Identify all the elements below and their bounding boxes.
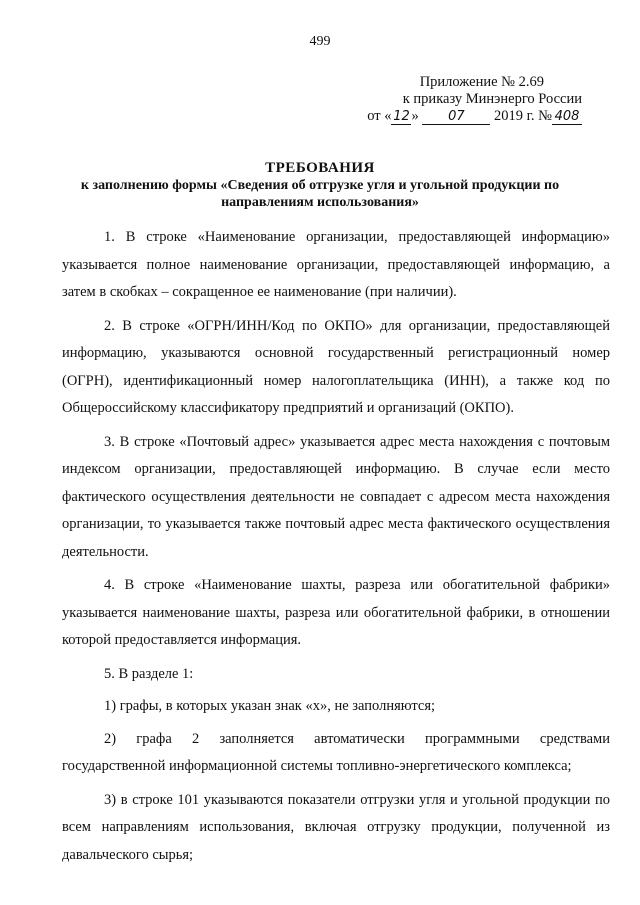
date-prefix: от « bbox=[367, 108, 392, 124]
document-subtitle-line-1: к заполнению формы «Сведения об отгрузке угля и угольной продукции по bbox=[80, 178, 560, 193]
list-item-3: 3) в строке 101 указываются показатели отгрузки угля и угольной продукции по всем направлениям использования, включая отгрузку продукции, полученной из давальческого сырья; bbox=[62, 791, 610, 863]
appendix-order-ref: к приказу Минэнерго России bbox=[402, 91, 582, 107]
document-title-block bbox=[40, 160, 600, 211]
document-title: ТРЕБОВАНИЯ bbox=[265, 160, 375, 176]
document-subtitle-line-2: направлениям использования» bbox=[221, 195, 419, 210]
date-month: 07 bbox=[422, 110, 490, 125]
appendix-title: Приложение № 2.69 bbox=[419, 74, 544, 90]
list-item-2: 2) графа 2 заполняется автоматически программными средствами государственной информационной системы топливно-энергетического комплекса; bbox=[62, 730, 610, 774]
date-year: 2019 г. № bbox=[493, 108, 552, 124]
paragraph-4: 4. В строке «Наименование шахты, разреза или обогатительной фабрики» указывается наименование шахты, разреза или обогатительной фабрики, в отношении которой предоставляется информация. bbox=[62, 577, 610, 648]
appendix-header bbox=[367, 74, 582, 125]
date-day-suffix: » bbox=[411, 108, 419, 124]
order-number: 408 bbox=[552, 110, 582, 125]
appendix-date-line bbox=[367, 108, 582, 125]
paragraph-1: 1. В строке «Наименование организации, предоставляющей информацию» указывается полное наименование организации, предоставляющей информацию, а затем в скобках – сокращенное ее наименование (при наличии). bbox=[62, 229, 610, 300]
page-number: 499 bbox=[309, 34, 331, 49]
paragraph-2: 2. В строке «ОГРН/ИНН/Код по ОКПО» для организации, предоставляющей информацию, указываются основной государственный регистрационный номер (ОГРН), идентификационный номер налогоплательщика (ИНН), а также код по Общероссийскому классификатору предприятий и организаций (ОКПО). bbox=[62, 317, 610, 416]
list-item-1: 1) графы, в которых указан знак «х», не заполняются; bbox=[104, 698, 436, 714]
paragraph-3: 3. В строке «Почтовый адрес» указывается адрес места нахождения с почтовым индексом организации, предоставляющей информацию. В случае если место фактического осуществления деятельности не совпадает с адресом места нахождения организации, то указывается также почтовый адрес места фактического осуществления деятельности. bbox=[62, 433, 610, 560]
document-body bbox=[62, 224, 610, 875]
paragraph-5: 5. В разделе 1: bbox=[104, 665, 194, 682]
date-day: 12 bbox=[393, 109, 410, 124]
